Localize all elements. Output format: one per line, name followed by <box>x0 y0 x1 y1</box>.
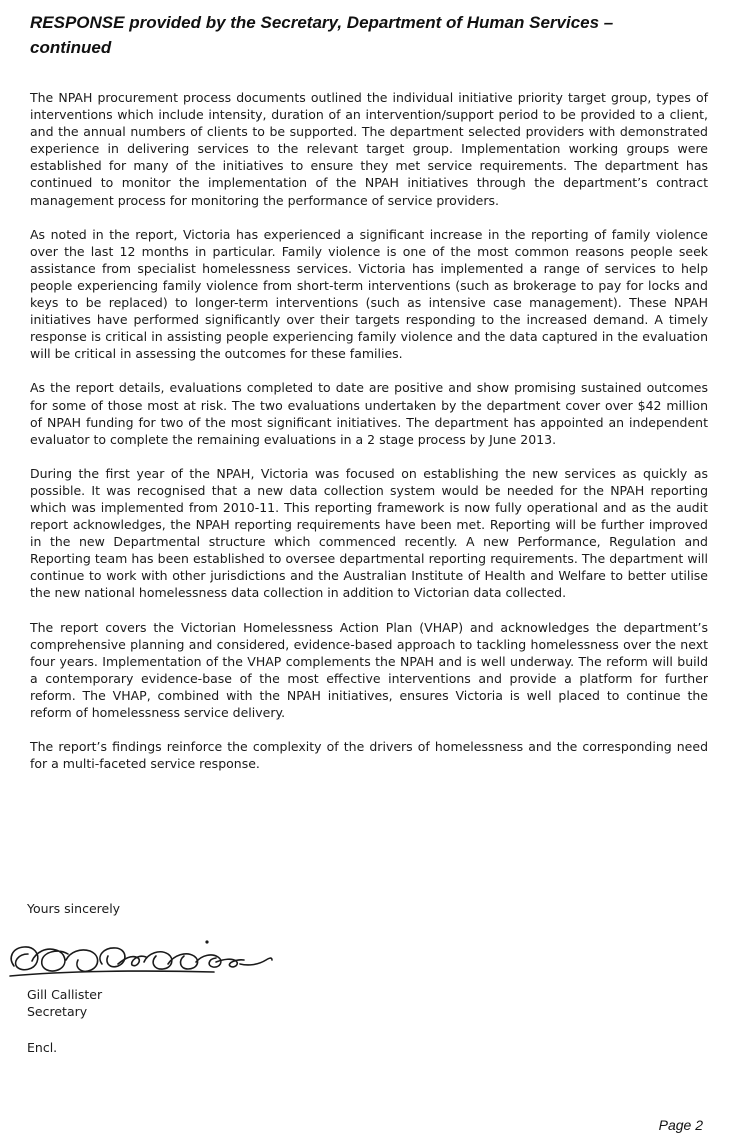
document-heading: RESPONSE provided by the Secretary, Department of Human Services – continued <box>30 13 614 57</box>
paragraph-vhap: The report covers the Victorian Homelessness Action Plan (VHAP) and acknowledges the department’s comprehensive planning and considered, evidence-based approach to tackling homelessness over the next four years. Implementation of the VHAP complements the NPAH and is well underway. The reform will build a contemporary evidence-base of the most effective interventions and provide a platform for further reform. The VHAP, combined with the NPAH initiatives, ensures Victoria is well placed to continue the reform of homelessness service delivery. <box>30 619 708 720</box>
paragraph-family-violence: As noted in the report, Victoria has experienced a significant increase in the reporting of family violence over the last 12 months in particular. Family violence is one of the most common reasons people seek assistance from specialist homelessness services. Victoria has implemented a range of services to help people experiencing family violence from short-term interventions (such as brokerage to pay for locks and keys to be replaced) to longer-term interventions (such as intensive case management). These NPAH initiatives have performed significantly over their targets responding to the increased demand. A timely response is critical in assisting people experiencing family violence and the data captured in the evaluation will be critical in assessing the outcomes for these families. <box>30 226 708 362</box>
paragraph-findings: The report’s findings reinforce the complexity of the drivers of homelessness and the corresponding need for a multi-faceted service response. <box>30 739 708 772</box>
paragraph-evaluations: As the report details, evaluations completed to date are positive and show promising sustained outcomes for some of those most at risk. The two evaluations undertaken by the department cover over $42 million of NPAH funding for two of the most significant initiatives. The department has appointed an independent evaluator to complete the remaining evaluations in a 2 stage process by June 2013. <box>30 380 708 447</box>
signatory-title: Secretary <box>27 1004 88 1019</box>
enclosure-note: Encl. <box>27 1040 58 1055</box>
letter-body <box>30 89 708 789</box>
paragraph-reporting: During the first year of the NPAH, Victoria was focused on establishing the new services as quickly as possible. It was recognised that a new data collection system would be needed for the NPAH reporting which was implemented from 2010-11. This reporting framework is now fully operational and as the audit report acknowledges, the NPAH reporting requirements have been met. Reporting will be further improved in the new Departmental structure which commenced recently. A new Performance, Regulation and Reporting team has been established to oversee departmental reporting requirements. The department will continue to work with other jurisdictions and the Australian Institute of Health and Welfare to better utilise the new national homelessness data collection in addition to Victorian data collected. <box>30 465 708 601</box>
page-number: Page 2 <box>658 1117 703 1133</box>
closing-salutation: Yours sincerely <box>27 901 121 916</box>
signatory-name: Gill Callister <box>27 987 103 1002</box>
paragraph-procurement: The NPAH procurement process documents outlined the individual initiative priority target group, types of interventions which include intensity, duration of an intervention/support period to be provided to a client, and the annual numbers of clients to be supported. The department selected providers with demonstrated experience in delivering services to the relevant target group. Implementation working groups were established for many of the initiatives to ensure they met service requirements. The department has continued to monitor the implementation of the NPAH initiatives through the department’s contract management process for monitoring the performance of service providers. <box>30 90 708 208</box>
handwritten-signature <box>4 934 274 984</box>
